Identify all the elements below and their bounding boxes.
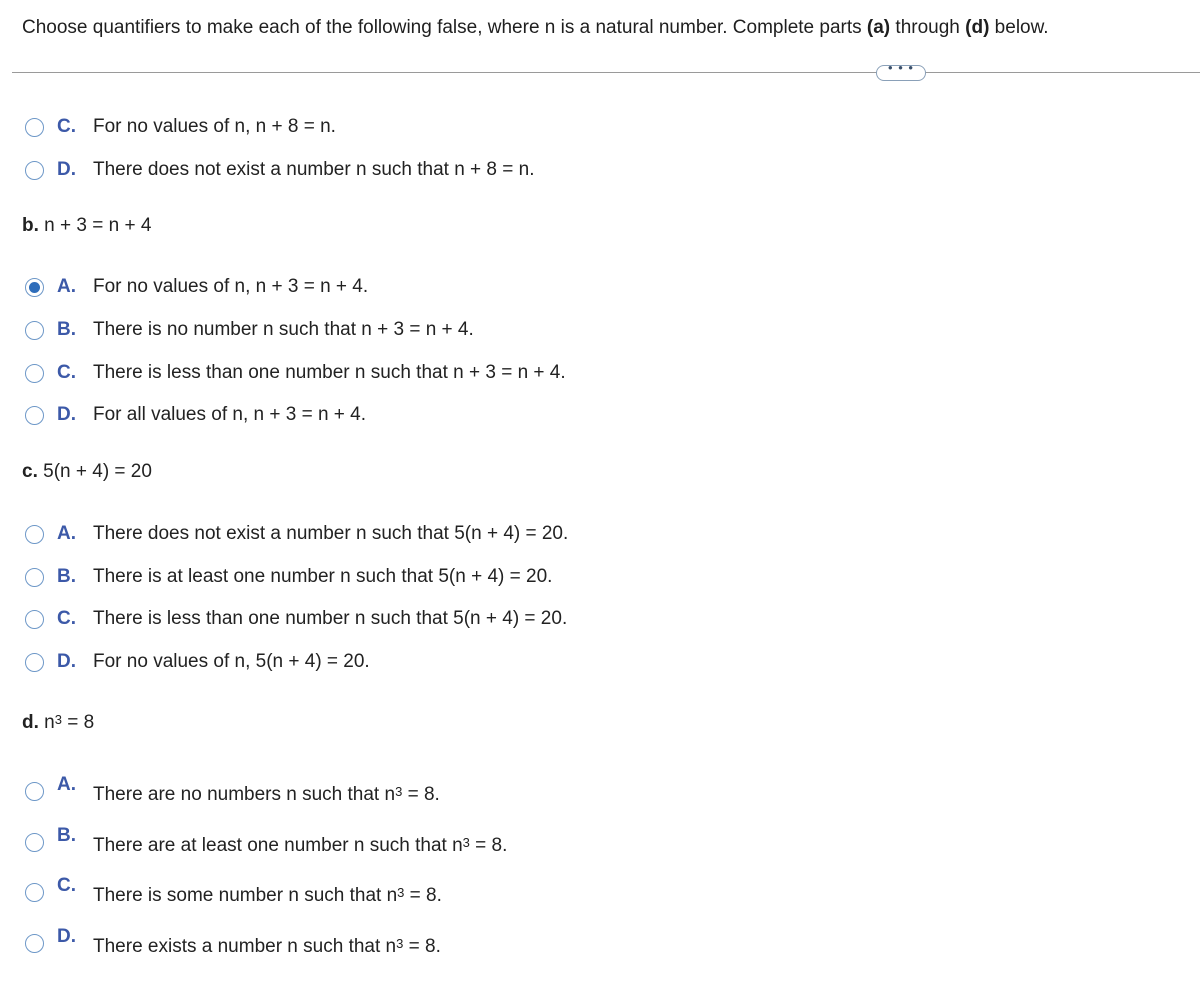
option-text-rest: = 8. bbox=[402, 784, 440, 805]
instructions-prefix: Choose quantifiers to make each of the following false, where n is a natural number. Complete parts bbox=[22, 17, 867, 38]
radio-button[interactable] bbox=[25, 364, 44, 383]
option-text-main: There exists a number n such that n bbox=[93, 936, 397, 957]
part-b-question bbox=[22, 215, 151, 237]
part-d-label: d. bbox=[22, 712, 39, 733]
instructions-part-d: (d) bbox=[965, 17, 990, 38]
radio-button[interactable] bbox=[25, 610, 44, 629]
option-letter: B. bbox=[57, 825, 76, 846]
option-text: There is no number n such that n + 3 = n + 4. bbox=[93, 319, 474, 340]
option-letter: B. bbox=[57, 319, 76, 340]
option-text-main: There is some number n such that n bbox=[93, 885, 398, 906]
radio-button[interactable] bbox=[25, 653, 44, 672]
option-letter: A. bbox=[57, 774, 76, 795]
part-d-equation-rest: = 8 bbox=[61, 712, 95, 733]
radio-button[interactable] bbox=[25, 321, 44, 340]
option-letter: C. bbox=[57, 875, 76, 896]
option-text: There does not exist a number n such that n + 8 = n. bbox=[93, 159, 535, 180]
more-options-button[interactable] bbox=[876, 60, 926, 81]
option-text bbox=[93, 885, 442, 907]
option-exponent: 3 bbox=[397, 885, 405, 900]
option-letter: D. bbox=[57, 404, 76, 425]
option-letter: B. bbox=[57, 566, 76, 587]
radio-button[interactable] bbox=[25, 118, 44, 137]
instructions-middle: through bbox=[890, 17, 966, 38]
option-text: For all values of n, n + 3 = n + 4. bbox=[93, 404, 367, 425]
option-text-main: There are no numbers n such that n bbox=[93, 784, 396, 805]
part-d-question bbox=[22, 712, 94, 734]
option-text: There does not exist a number n such that 5(n + 4) = 20. bbox=[93, 523, 569, 544]
option-text: For no values of n, n + 8 = n. bbox=[93, 116, 336, 137]
option-letter: D. bbox=[57, 926, 76, 947]
part-c-label: c. bbox=[22, 461, 38, 482]
radio-button[interactable] bbox=[25, 883, 44, 902]
part-c-equation: 5(n + 4) = 20 bbox=[43, 461, 152, 482]
radio-button[interactable] bbox=[25, 934, 44, 953]
option-letter: A. bbox=[57, 276, 76, 297]
option-text-main: There are at least one number n such that n bbox=[93, 835, 463, 856]
instructions bbox=[22, 16, 1182, 40]
option-letter: C. bbox=[57, 362, 76, 383]
instructions-suffix: below. bbox=[989, 17, 1049, 38]
radio-button[interactable] bbox=[25, 525, 44, 544]
option-text: There is less than one number n such that n + 3 = n + 4. bbox=[93, 362, 566, 383]
instructions-part-a: (a) bbox=[866, 17, 891, 38]
part-c-question bbox=[22, 461, 152, 483]
option-letter: D. bbox=[57, 651, 76, 672]
divider bbox=[12, 72, 1200, 73]
option-text-rest: = 8. bbox=[469, 835, 508, 856]
radio-button-selected[interactable] bbox=[25, 278, 44, 297]
radio-button[interactable] bbox=[25, 568, 44, 587]
option-text: For no values of n, 5(n + 4) = 20. bbox=[93, 651, 370, 672]
option-text-rest: = 8. bbox=[404, 885, 442, 906]
ellipsis-icon: • • • bbox=[888, 60, 914, 75]
part-d-equation-base: n bbox=[44, 712, 55, 733]
part-b-label: b. bbox=[22, 215, 39, 236]
option-letter: D. bbox=[57, 159, 76, 180]
radio-button[interactable] bbox=[25, 406, 44, 425]
radio-button[interactable] bbox=[25, 161, 44, 180]
part-b-equation: n + 3 = n + 4 bbox=[44, 215, 152, 236]
option-text-rest: = 8. bbox=[403, 936, 441, 957]
part-d-equation-exponent: 3 bbox=[54, 712, 62, 727]
radio-button[interactable] bbox=[25, 833, 44, 852]
option-letter: C. bbox=[57, 116, 76, 137]
option-exponent: 3 bbox=[396, 936, 404, 951]
option-text: There is at least one number n such that 5(n + 4) = 20. bbox=[93, 566, 553, 587]
option-letter: C. bbox=[57, 608, 76, 629]
option-letter: A. bbox=[57, 523, 76, 544]
option-text bbox=[93, 784, 440, 806]
option-exponent: 3 bbox=[462, 835, 470, 850]
option-exponent: 3 bbox=[395, 784, 403, 799]
option-text bbox=[93, 936, 441, 958]
option-text: For no values of n, n + 3 = n + 4. bbox=[93, 276, 369, 297]
option-text bbox=[93, 835, 507, 857]
option-text: There is less than one number n such that 5(n + 4) = 20. bbox=[93, 608, 568, 629]
radio-button[interactable] bbox=[25, 782, 44, 801]
